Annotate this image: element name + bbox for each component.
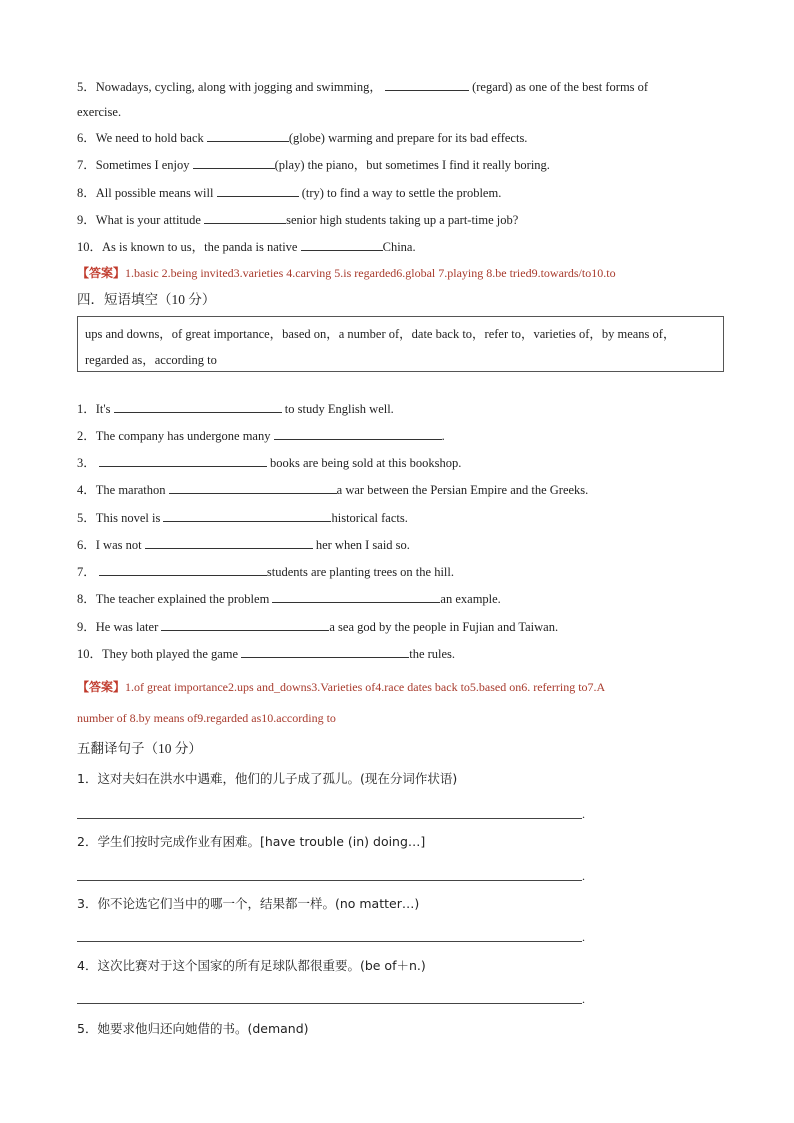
fill-item-6: 6．We need to hold back (globe) warming and prepare for its bad effects. [77,131,528,145]
answer-blank[interactable] [301,238,383,251]
answer-blank[interactable] [99,454,267,467]
answer-blank[interactable] [161,618,329,631]
section-5-title: 五翻译句子（10 分） [77,741,202,756]
phrase-item-2: 2．The company has undergone many . [77,429,445,443]
answer-blank[interactable] [169,481,337,494]
answer-blank[interactable] [193,156,275,169]
answer-blank[interactable] [385,78,469,91]
answer-blank[interactable] [204,211,286,224]
answer-blank[interactable] [163,509,331,522]
answer-blank[interactable] [272,590,440,603]
answer-blank[interactable] [145,536,313,549]
phrase-item-8: 8．The teacher explained the problem an example. [77,592,501,606]
fill-item-8: 8．All possible means will (try) to find a way to settle the problem. [77,186,502,200]
answer-line[interactable] [77,1002,582,1004]
answer-blank[interactable] [114,400,282,413]
fill-item-9: 9．What is your attitude senior high students taking up a part-time job? [77,213,519,227]
answer-blank[interactable] [217,184,299,197]
fill-item-10: 10．As is known to us，the panda is native China. [77,240,416,254]
phrase-item-7: 7． students are planting trees on the hill. [77,565,454,579]
translate-item-3: 3．你不论选它们当中的哪一个，结果都一样。(no matter…) [77,896,420,911]
answer-line[interactable] [77,940,582,942]
section-4-title: 四．短语填空（10 分） [77,292,216,307]
fill-item-5-cont: exercise. [77,105,122,119]
translate-item-1: 1．这对夫妇在洪水中遇难，他们的儿子成了孤儿。(现在分词作状语) [77,771,458,786]
answer-blank[interactable] [274,427,442,440]
translate-item-2: 2．学生们按时完成作业有困难。[have trouble (in) doing…] [77,834,426,849]
fill-item-7: 7．Sometimes I enjoy (play) the piano，but sometimes I find it really boring. [77,158,550,172]
phrase-bank-box: ups and downs，of great importance，based on，a number of，date back to，refer to，varieties of，by means of，regarded as，according to [77,316,724,372]
answer-key-4-line1: 【答案】1.of great importance2.ups and_downs3.Varieties of4.race dates back to5.based on6. referring to7.A [77,680,606,694]
phrase-item-1: 1．It's to study English well. [77,402,394,416]
answer-blank[interactable] [241,645,409,658]
phrase-item-6: 6．I was not her when I said so. [77,538,410,552]
answer-line[interactable] [77,817,582,819]
phrase-item-9: 9．He was later a sea god by the people in Fujian and Taiwan. [77,620,559,634]
phrase-item-5: 5．This novel is historical facts. [77,511,408,525]
translate-item-4: 4．这次比赛对于这个国家的所有足球队都很重要。(be of＋n.) [77,958,426,973]
translate-item-5: 5．她要求他归还向她借的书。(demand) [77,1021,309,1036]
answer-key-4-line2: number of 8.by means of9.regarded as10.according to [77,711,336,725]
answer-blank[interactable] [207,129,289,142]
phrase-item-10: 10．They both played the game the rules. [77,647,456,661]
answer-blank[interactable] [99,563,267,576]
answer-line[interactable] [77,879,582,881]
answer-key-3: 【答案】1.basic 2.being invited3.varieties 4.carving 5.is regarded6.global 7.playing 8.be tried9.towards/to10.to [77,266,616,280]
phrase-item-3: 3． books are being sold at this bookshop. [77,456,462,470]
phrase-item-4: 4．The marathon a war between the Persian Empire and the Greeks. [77,483,589,497]
fill-item-5: 5．Nowadays, cycling, along with jogging and swimming， (regard) as one of the best forms of [77,80,649,94]
